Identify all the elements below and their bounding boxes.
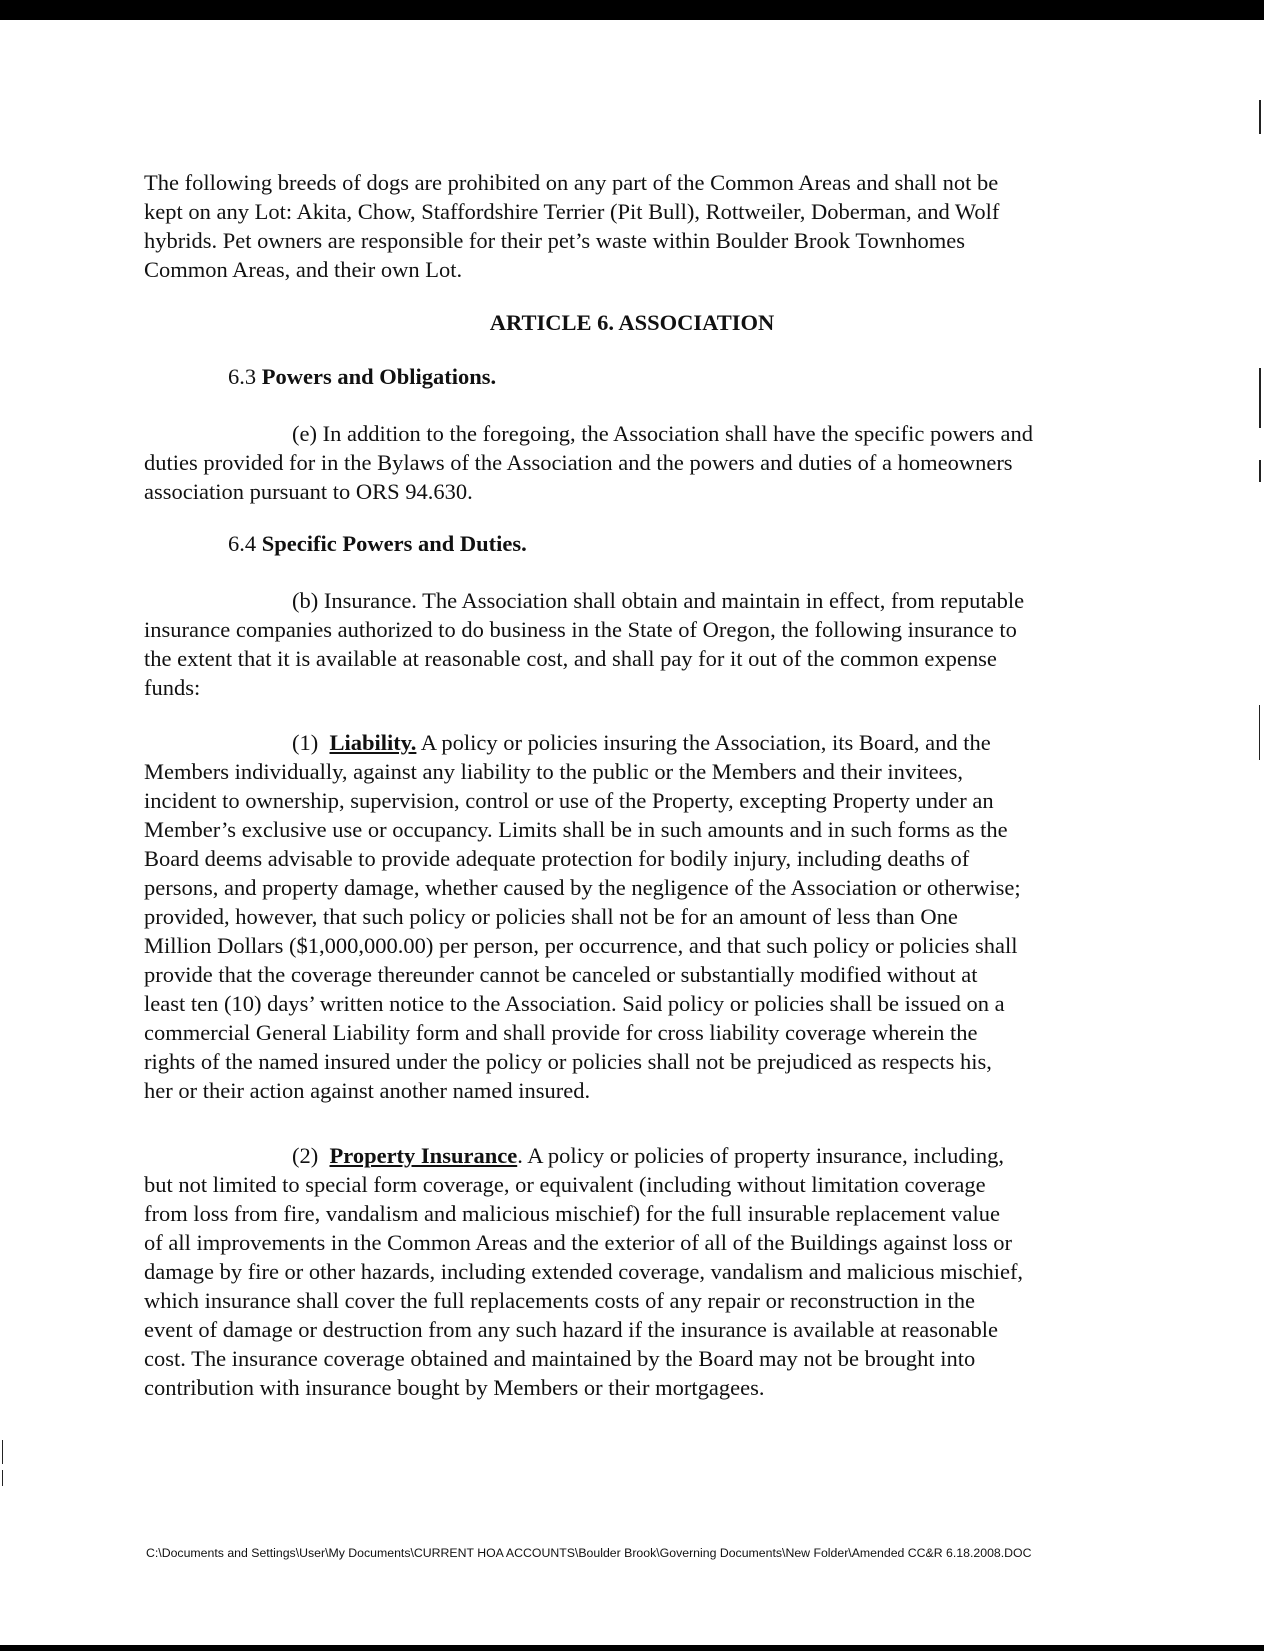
- paragraph-line: incident to ownership, supervision, control or use of the Property, excepting Property under an: [144, 788, 994, 813]
- paragraph-line: association pursuant to ORS 94.630.: [144, 479, 473, 504]
- scan-artifact: [1259, 100, 1261, 134]
- paragraph-line: Member’s exclusive use or occupancy. Limits shall be in such amounts and in such forms as the: [144, 817, 1008, 842]
- paragraph-line: (b) Insurance. The Association shall obtain and maintain in effect, from reputable: [292, 588, 1025, 613]
- item-title: Property Insurance: [329, 1143, 518, 1168]
- section-number: 6.3: [228, 364, 257, 389]
- item-text: A policy or policies insuring the Association, its Board, and the: [416, 730, 991, 755]
- paragraph-line: duties provided for in the Bylaws of the Association and the powers and duties of a homeowners: [144, 450, 1013, 475]
- scan-artifact: [2, 1440, 3, 1464]
- section-title: Specific Powers and Duties.: [261, 531, 527, 556]
- section-6-3-heading: [228, 364, 496, 390]
- scan-artifact: [1259, 368, 1261, 428]
- paragraph-line: but not limited to special form coverage, or equivalent (including without limitation coverage: [144, 1172, 986, 1197]
- paragraph-line: Million Dollars ($1,000,000.00) per person, per occurrence, and that such policy or policies shall: [144, 933, 1018, 958]
- paragraph-line: provide that the coverage thereunder cannot be canceled or substantially modified without at: [144, 962, 978, 987]
- paragraph-line: persons, and property damage, whether caused by the negligence of the Association or otherwise;: [144, 875, 1021, 900]
- paragraph-line: (e) In addition to the foregoing, the Association shall have the specific powers and: [292, 421, 1034, 446]
- paragraph-line: Board deems advisable to provide adequate protection for bodily injury, including deaths of: [144, 846, 970, 871]
- item-text: . A policy or policies of property insurance, including,: [517, 1143, 1004, 1168]
- scan-artifact: [2, 1470, 3, 1486]
- item-label: (2): [292, 1143, 319, 1168]
- scan-top-border: [0, 0, 1264, 20]
- paragraph-line: least ten (10) days’ written notice to the Association. Said policy or policies shall be issued on a: [144, 991, 1005, 1016]
- paragraph-line: the extent that it is available at reasonable cost, and shall pay for it out of the common expense: [144, 646, 997, 671]
- paragraph-line: of all improvements in the Common Areas and the exterior of all of the Buildings against loss or: [144, 1230, 1012, 1255]
- paragraph-line: funds:: [144, 675, 201, 700]
- paragraph-b: [144, 586, 1116, 702]
- footer-file-path: C:\Documents and Settings\User\My Documents\CURRENT HOA ACCOUNTS\Boulder Brook\Governing Documents\New Folder\Amended CC&R 6.18.2008.DOC: [146, 1546, 1032, 1560]
- paragraph-line: event of damage or destruction from any such hazard if the insurance is available at reasonable: [144, 1317, 999, 1342]
- paragraph-line: contribution with insurance bought by Members or their mortgagees.: [144, 1375, 765, 1400]
- article-heading: ARTICLE 6. ASSOCIATION: [489, 310, 775, 335]
- paragraph-liability: [144, 728, 1116, 1105]
- intro-line: hybrids. Pet owners are responsible for their pet’s waste within Boulder Brook Townhomes: [144, 228, 965, 253]
- paragraph-line: from loss from fire, vandalism and malicious mischief) for the full insurable replacement value: [144, 1201, 1000, 1226]
- paragraph-line: damage by fire or other hazards, including extended coverage, vandalism and malicious mischief,: [144, 1259, 1024, 1284]
- intro-line: Common Areas, and their own Lot.: [144, 257, 463, 282]
- paragraph-e: [144, 419, 1116, 506]
- paragraph-first-line: [144, 1141, 1116, 1170]
- intro-line: kept on any Lot: Akita, Chow, Staffordshire Terrier (Pit Bull), Rottweiler, Doberman, and Wolf: [144, 199, 1000, 224]
- item-label: (1): [292, 730, 319, 755]
- section-number: 6.4: [228, 531, 257, 556]
- intro-paragraph: [144, 168, 1116, 284]
- paragraph-line: rights of the named insured under the policy or policies shall not be prejudiced as respects his,: [144, 1049, 992, 1074]
- paragraph-line: insurance companies authorized to do business in the State of Oregon, the following insurance to: [144, 617, 1017, 642]
- item-title: Liability.: [329, 730, 417, 755]
- paragraph-line: commercial General Liability form and shall provide for cross liability coverage wherein the: [144, 1020, 978, 1045]
- paragraph-line: which insurance shall cover the full replacements costs of any repair or reconstruction in the: [144, 1288, 975, 1313]
- paragraph-line: provided, however, that such policy or policies shall not be for an amount of less than One: [144, 904, 958, 929]
- section-title: Powers and Obligations.: [261, 364, 497, 389]
- paragraph-first-line: [144, 728, 1116, 757]
- section-6-4-heading: [228, 531, 527, 557]
- intro-line: The following breeds of dogs are prohibited on any part of the Common Areas and shall not be: [144, 170, 999, 195]
- paragraph-property-insurance: [144, 1141, 1116, 1402]
- scan-artifact: [1259, 705, 1260, 760]
- paragraph-line: Members individually, against any liability to the public or the Members and their invitees,: [144, 759, 963, 784]
- scan-artifact: [1259, 460, 1261, 482]
- scan-bottom-border: [0, 1645, 1264, 1651]
- paragraph-line: her or their action against another named insured.: [144, 1078, 591, 1103]
- paragraph-line: cost. The insurance coverage obtained and maintained by the Board may not be brought into: [144, 1346, 976, 1371]
